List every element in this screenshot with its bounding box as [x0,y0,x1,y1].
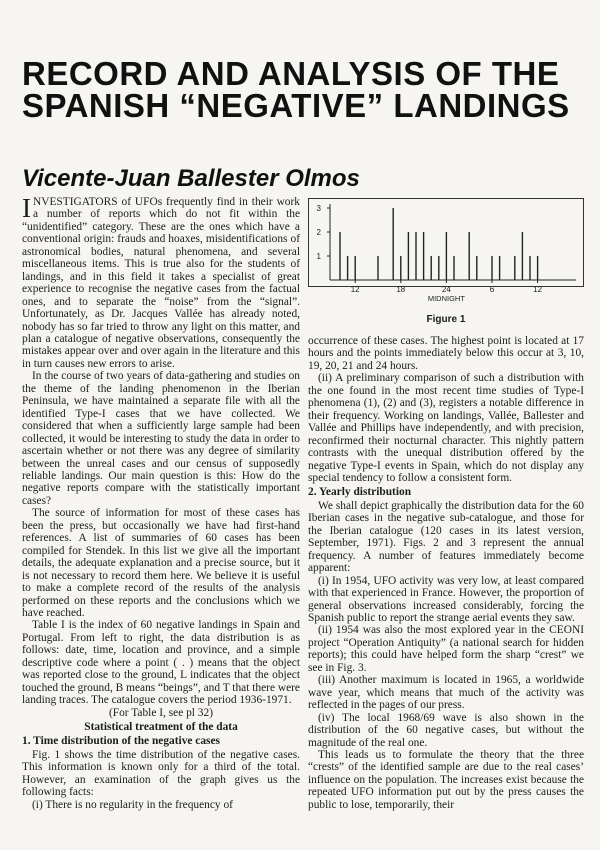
left-column [22,193,300,811]
x-tick-label: 24 [441,285,451,294]
paragraph: occurrence of these cases. The highest point is located at 17 hours and the points immediately below this occur at 3, 10, 19, 20, 21 and 24 hours. [308,335,584,372]
section-heading: Statistical treatment of the data [84,721,238,734]
article-title: RECORD AND ANALYSIS OF THE SPANISH “NEGATIVE” LANDINGS [22,55,570,124]
paragraph: Table I is the index of 60 negative landings in Spain and Portugal. From left to right, the data distribution is as follows: date, time, location and province, and a simple descriptive code where a point ( . ) means that the object was reported close to the ground, L indicates that the object touched the ground, B means “beings”, and T that there were landing traces. The catalogue covers the period 1936-1971. [22,619,300,707]
article-author: Vicente-Juan Ballester Olmos [22,165,360,192]
paragraph: (ii) 1954 was also the most explored year in the CEONI project “Operation Antiquity” (a national search for hidden reports); this could have helped form the sharp “crest” we see in Fig. 3. [308,624,584,674]
paragraph: (i) In 1954, UFO activity was very low, at least compared with that experienced in France. However, the proportion of general observations increased considerably, forcing the Spanish public to report the strange aerial events they saw. [308,574,584,624]
x-tick-label: 12 [533,285,543,294]
figure-caption: Figure 1 [426,314,466,325]
paragraph: (i) There is no regularity in the frequency of [32,798,233,811]
x-tick-label: 18 [396,285,406,294]
x-axis-label: MIDNIGHT [427,294,465,303]
paragraph: In the course of two years of data-gathering and studies on the theme of the landing phenomenon in the Iberian Peninsula, we have maintained a separate file with all the identified Type-I cases that we have collected. We considered that when a sufficiently large sample had been collected, it would be interesting to study the data in order to ascertain whether or not there was any degree of similarity between the unreal cases and our census of supposedly reliable landings. Our main question is this: How do the negative reports compare with the statistically important cases? [22,370,300,507]
time-distribution-chart [308,198,584,312]
y-tick-label: 3 [316,204,321,213]
paragraph: The source of information for most of these cases has been the press, but occasionally we have had first-hand references. A list of summaries of 60 cases has been compiled for Stendek. In this list we give all the important details, the adequate explanation and a precise source, but it is not necessary to record them here. We believe it is useful to make a complete record of the results of the analysis performed on these reports and the conclusions which we have reached. [22,507,300,619]
paragraph: This leads us to formulate the theory that the three “crests” of the identified sample are due to the real cases’ influence on the population. The increases exist because the repeated UFO information put out by the press causes the public to lose, temporarily, their [308,748,584,811]
x-tick-label: 6 [489,285,495,294]
intro-paragraph: INVESTIGATORS of UFOs frequently find in their work a number of reports which do not fit within the “unidentified” category. These are the ones which have a conventional origin: frauds and hoaxes, misidentifications of astronomical bodies, natural phenomena, and several miscellaneous items. This is true also for the students of landings, and in this field it takes a specialist of great experience to recognise the negative cases from the factual ones, and to separate the “noise” from the “signal”. Unfortunately, as Dr. Jacques Vallée has already noted, nobody has so far tried to throw any light on this matter, and plan a catalogue of negative observations, consequently the mistakes appear over and over again in the literature and this in turn causes new errors to arise. [22,193,300,370]
figure-1 [308,198,584,328]
y-tick-label: 1 [316,252,321,261]
y-tick-label: 2 [316,228,321,237]
paragraph: Fig. 1 shows the time distribution of the negative cases. This information is known only for a third of the total. However, an examination of the graph gives us the following facts: [22,748,300,799]
right-column [308,335,584,811]
paragraph: (iv) The local 1968/69 wave is also shown in the distribution of the 60 negative cases, but without the magnitude of the real one. [308,711,584,749]
x-tick-label: 12 [350,285,360,294]
table-reference: (For Table I, see pl 32) [108,706,213,719]
subsection-heading: 1. Time distribution of the negative cases [22,735,220,748]
drop-cap: I [22,193,31,223]
paragraph: We shall depict graphically the distribution data for the 60 Iberian cases in the negative sub-catalogue, and those for the Iberian catalogue (120 cases in its latest version, September, 1971). Figs. 2 and 3 represent the annual frequency. A number of features immediately become apparent: [308,499,584,575]
paragraph: (ii) A preliminary comparison of such a distribution with the one found in the most recent time studies of Type-I phenomena (1), (2) and (3), registers a notable difference in their frequency. Working on landings, Vallée, Ballester and Vallée and Phillips have independently, and with precision, reconfirmed their nocturnal character. This nightly pattern contrasts with the unequal distribution offered by the negative Type-I events in Spain, which do not display any special tendency to follow a consistent form. [308,372,584,484]
subsection-heading: 2. Yearly distribution [308,486,412,499]
paragraph: (iii) Another maximum is located in 1965, a worldwide wave year, which means that much of the activity was reflected in the pages of our press. [308,674,584,712]
